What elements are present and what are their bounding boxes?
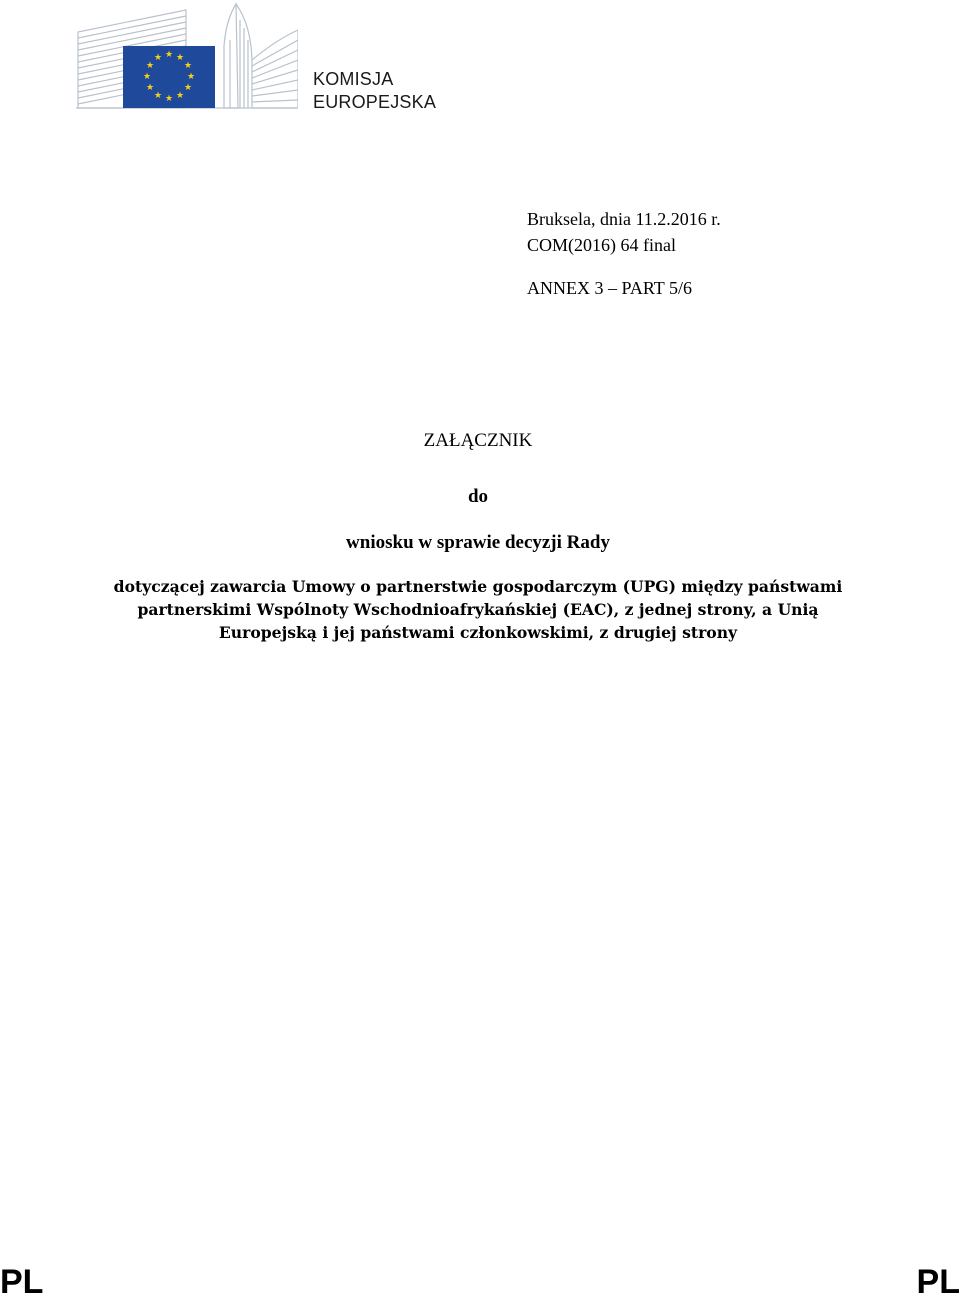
language-code-left: PL [0, 1263, 44, 1301]
place-date: Bruksela, dnia 11.2.2016 r. [527, 209, 721, 229]
document-connector: do [467, 486, 489, 507]
svg-text:★: ★ [183, 83, 193, 93]
svg-text:★: ★ [153, 91, 163, 101]
subject-line: partnerskimi Wspólnoty Wschodnioafrykańskiej (EAC), z jednej strony, a Unią [137, 600, 819, 619]
document-subject [60, 575, 896, 644]
svg-text:★: ★ [153, 53, 163, 63]
annex-label: ANNEX 3 – PART 5/6 [527, 278, 692, 298]
european-commission-logo [76, 0, 298, 112]
language-code-right: PL [916, 1263, 960, 1301]
document-reference: COM(2016) 64 final [527, 235, 676, 255]
svg-text:★: ★ [186, 72, 196, 82]
document-meta [527, 206, 721, 258]
svg-text:★: ★ [183, 61, 193, 71]
svg-text:★: ★ [142, 72, 152, 82]
organization-name-line1: KOMISJA [313, 69, 394, 89]
subject-line: Europejską i jej państwami członkowskimi, z drugiej strony [218, 623, 738, 642]
organization-name-line2: EUROPEJSKA [313, 92, 437, 112]
subject-line: dotyczącej zawarcia Umowy o partnerstwie gospodarczym (UPG) między państwami [113, 577, 843, 596]
svg-text:★: ★ [145, 61, 155, 71]
svg-text:★: ★ [164, 50, 174, 60]
svg-text:★: ★ [175, 91, 185, 101]
document-title: ZAŁĄCZNIK [423, 430, 533, 451]
svg-text:★: ★ [145, 83, 155, 93]
svg-text:★: ★ [175, 53, 185, 63]
proposal-line: wniosku w sprawie decyzji Rady [346, 532, 610, 553]
svg-text:★: ★ [164, 94, 174, 104]
commission-building-icon [76, 0, 298, 112]
organization-name [313, 68, 436, 114]
